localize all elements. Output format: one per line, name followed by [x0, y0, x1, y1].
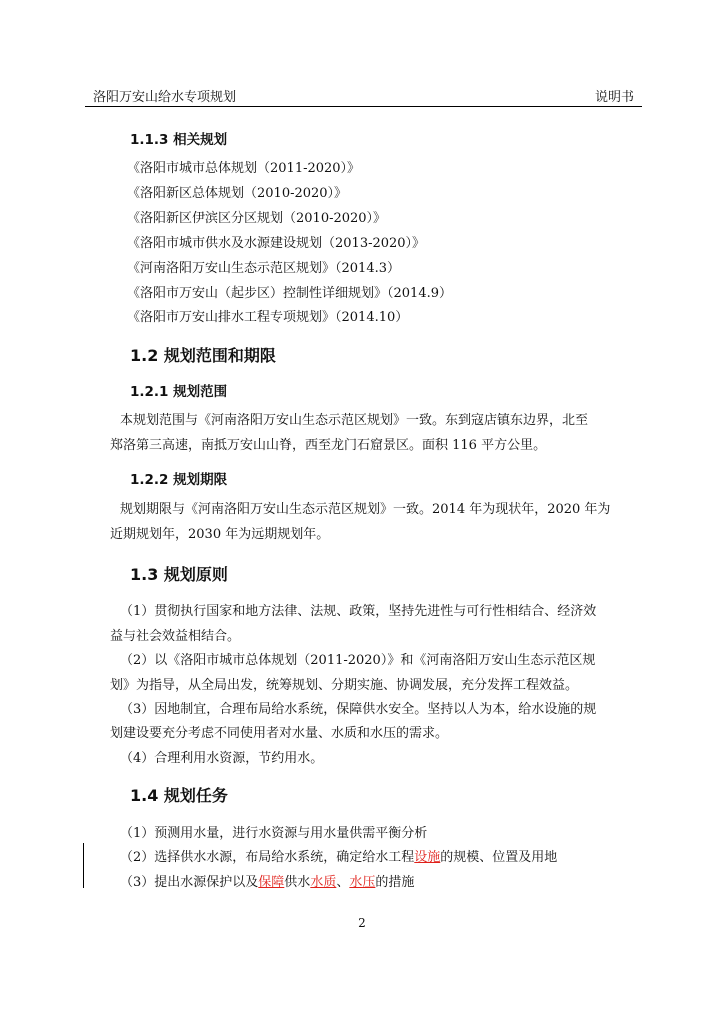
paragraph-line: 规划期限与《河南洛阳万安山生态示范区规划》一致。2014 年为现状年，2020 年为 — [120, 502, 611, 517]
heading-1-4: 1.4 规划任务 — [130, 786, 228, 805]
heading-1-3: 1.3 规划原则 — [130, 565, 228, 584]
list-item-line: （4）合理利用水资源，节约用水。 — [120, 751, 324, 766]
tracked-change-text: 水质 — [310, 875, 337, 890]
reference-item: 《洛阳新区总体规划（2010-2020）》 — [127, 186, 348, 201]
task-text: 的规模、位置及用地 — [440, 850, 558, 865]
paragraph-line: 本规划范围与《河南洛阳万安山生态示范区规划》一致。东到寇店镇东边界，北至 — [120, 413, 589, 428]
tracked-change-text: 设施 — [414, 850, 441, 865]
list-item-line: 益与社会效益相结合。 — [110, 629, 241, 644]
task-item — [120, 846, 557, 865]
tracked-change-text: 保障 — [258, 875, 285, 890]
paragraph-line: 郑洛第三高速，南抵万安山山脊，西至龙门石窟景区。面积 116 平方公里。 — [110, 438, 547, 453]
reference-item: 《洛阳市万安山排水工程专项规划》（2014.10） — [127, 310, 409, 325]
reference-item: 《河南洛阳万安山生态示范区规划》（2014.3） — [127, 261, 400, 276]
task-item — [120, 871, 414, 890]
header-title: 洛阳万安山给水专项规划 — [93, 90, 237, 105]
task-text: （3）提出水源保护以及 — [120, 875, 259, 890]
tracked-change-text: 水压 — [349, 875, 376, 890]
task-text: 的措施 — [375, 875, 415, 890]
list-item-line: 划》为指导，从全局出发，统筹规划、分期实施、协调发展，充分发挥工程效益。 — [110, 678, 579, 693]
reference-item: 《洛阳市城市总体规划（2011-2020）》 — [127, 161, 361, 176]
list-item-line: （3）因地制宜，合理布局给水系统，保障供水安全。坚持以人为本，给水设施的规 — [120, 702, 597, 717]
reference-item: 《洛阳新区伊滨区分区规划（2010-2020）》 — [127, 211, 387, 226]
heading-1-2-1: 1.2.1 规划范围 — [130, 384, 228, 400]
heading-1-2: 1.2 规划范围和期限 — [130, 346, 276, 365]
list-item-line: 划建设要充分考虑不同使用者对水量、水质和水压的需求。 — [110, 726, 449, 741]
page-number: 2 — [358, 916, 366, 930]
task-item: （1）预测用水量，进行水资源与用水量供需平衡分析 — [120, 826, 428, 841]
task-text: （2）选择供水水源，布局给水系统，确定给水工程 — [120, 850, 415, 865]
reference-item: 《洛阳市城市供水及水源建设规划（2013-2020）》 — [127, 236, 426, 251]
list-item-line: （1）贯彻执行国家和地方法律、法规、政策，坚持先进性与可行性相结合、经济效 — [120, 604, 597, 619]
list-item-line: （2）以《洛阳市城市总体规划（2011-2020）》和《河南洛阳万安山生态示范区规 — [120, 653, 596, 668]
reference-item: 《洛阳市万安山（起步区）控制性详细规划》（2014.9） — [127, 286, 452, 301]
page-header — [85, 86, 642, 107]
paragraph-line: 近期规划年，2030 年为远期规划年。 — [110, 527, 330, 542]
heading-1-1-3: 1.1.3 相关规划 — [130, 132, 228, 148]
task-text: 、 — [336, 875, 350, 890]
header-doc-type: 说明书 — [594, 90, 634, 105]
task-text: 供水 — [284, 875, 311, 890]
heading-1-2-2: 1.2.2 规划期限 — [130, 472, 228, 488]
change-bar — [83, 843, 84, 888]
